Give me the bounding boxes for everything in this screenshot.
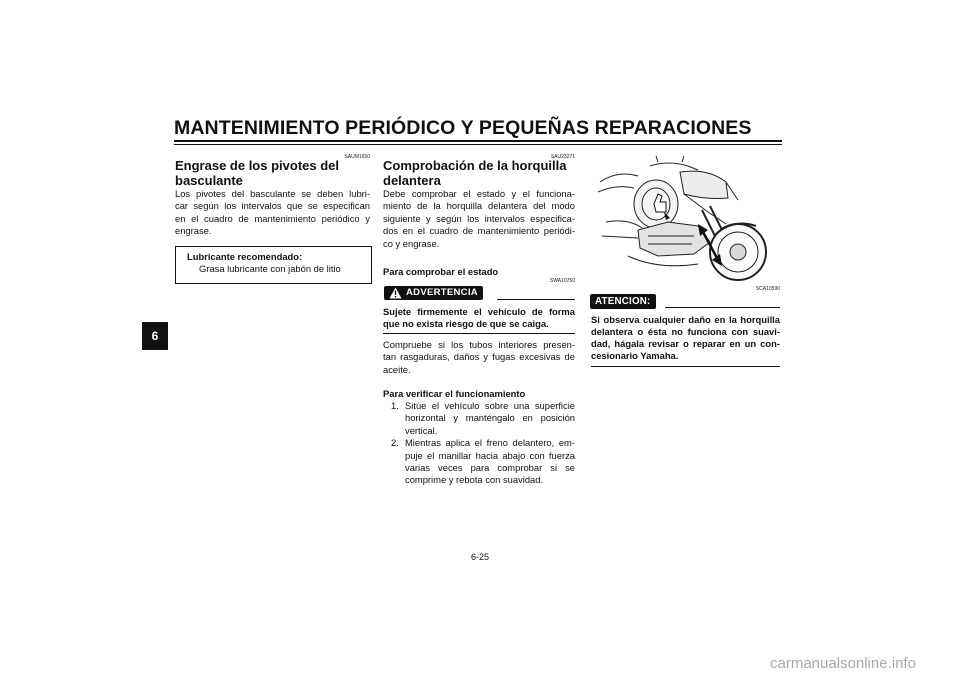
section-code: SAUM1650 <box>344 154 370 160</box>
header-rule <box>174 140 782 142</box>
lubricant-box <box>175 246 372 284</box>
text-line: dad, hágala revisar o reparar en un con- <box>591 338 780 349</box>
lubricant-label: Lubricante recomendado: <box>187 251 303 262</box>
lubricant-value: Grasa lubricante con jabón de litio <box>199 263 341 274</box>
text-line: en el cuadro de mantenimiento periódico y <box>175 212 370 224</box>
text-line: engrase. <box>175 225 212 237</box>
text-line: Sitúe el vehículo sobre una superficie <box>405 400 575 411</box>
text-line: dos en el cuadro de mantenimiento periódi- <box>383 225 575 237</box>
text-line: aceite. <box>383 363 411 375</box>
text-line: puje el manillar hacia abajo con fuerza <box>405 449 575 461</box>
text-line: car según los intervalos que se especifican <box>175 200 370 212</box>
caution-badge: ATENCION: <box>590 294 656 309</box>
page-title: MANTENIMIENTO PERIÓDICO Y PEQUEÑAS REPARACIONES <box>174 117 752 139</box>
list-item <box>383 437 575 487</box>
header-rule-thin <box>174 144 782 145</box>
text-line: Si observa cualquier daño en la horquilla <box>591 314 780 325</box>
text-line: Los pivotes del basculante se deben lubri- <box>175 188 370 199</box>
motorcycle-front-fork-illustration <box>598 152 780 284</box>
text-line: tan rasgaduras, daños y fugas excesivas de <box>383 351 575 363</box>
text-line: Compruebe si los tubos interiores presen- <box>383 339 575 350</box>
caution-bottom-rule <box>591 366 780 367</box>
text-line: co y engrase. <box>383 237 440 249</box>
warning-label: ADVERTENCIA <box>406 287 478 298</box>
warning-badge <box>384 286 483 300</box>
text-line: varias veces para comprobar si se <box>405 462 575 474</box>
section-paragraph <box>175 188 370 238</box>
warning-bottom-rule <box>383 333 575 334</box>
watermark: carmanualsonline.info <box>770 655 916 672</box>
state-paragraph <box>383 339 575 376</box>
text-line: horizontal y manténgalo en posición <box>405 412 575 424</box>
text-line: comprime y rebota con suavidad. <box>405 474 544 486</box>
heading-line: Engrase de los pivotes del <box>175 158 339 173</box>
steps-list <box>383 400 575 487</box>
figure-code: SCA10590 <box>755 286 780 292</box>
page-number: 6-25 <box>470 552 489 562</box>
heading-line: delantera <box>383 172 441 188</box>
text-line: cesionario Yamaha. <box>591 350 679 361</box>
text-line: siguiente y según los intervalos especifica- <box>383 212 575 224</box>
section-heading <box>175 159 375 188</box>
step-number: 2. <box>391 437 399 449</box>
text-line: Debe comprobar el estado y el funciona- <box>383 188 575 199</box>
warning-code: SWA10750 <box>549 278 575 284</box>
subheading-function: Para verificar el funcionamiento <box>383 388 526 399</box>
intro-paragraph <box>383 188 575 250</box>
caution-rule <box>665 307 780 308</box>
subheading-state: Para comprobar el estado <box>383 266 499 277</box>
warning-triangle-icon <box>389 287 402 299</box>
text-line: vertical. <box>405 424 438 436</box>
text-line: que no exista riesgo de que se caiga. <box>383 318 549 329</box>
text-line: miento de la horquilla delantera del modo <box>383 200 575 212</box>
warning-rule <box>497 299 575 300</box>
text-line: Mientras aplica el freno delantero, em- <box>405 437 575 449</box>
text-line: delantera o ésta no funciona con suavi- <box>591 326 780 337</box>
heading-line: Comprobación de la horquilla <box>383 158 567 173</box>
text-line: Sujete firmemente el vehículo de forma <box>383 306 575 317</box>
heading-line: basculante <box>175 172 243 188</box>
section-code: SAU23271 <box>550 154 575 160</box>
list-item <box>383 400 575 437</box>
warning-text <box>383 306 575 330</box>
section-heading <box>383 159 578 188</box>
step-number: 1. <box>391 400 399 411</box>
chapter-tab: 6 <box>142 322 168 350</box>
caution-text <box>591 314 780 362</box>
